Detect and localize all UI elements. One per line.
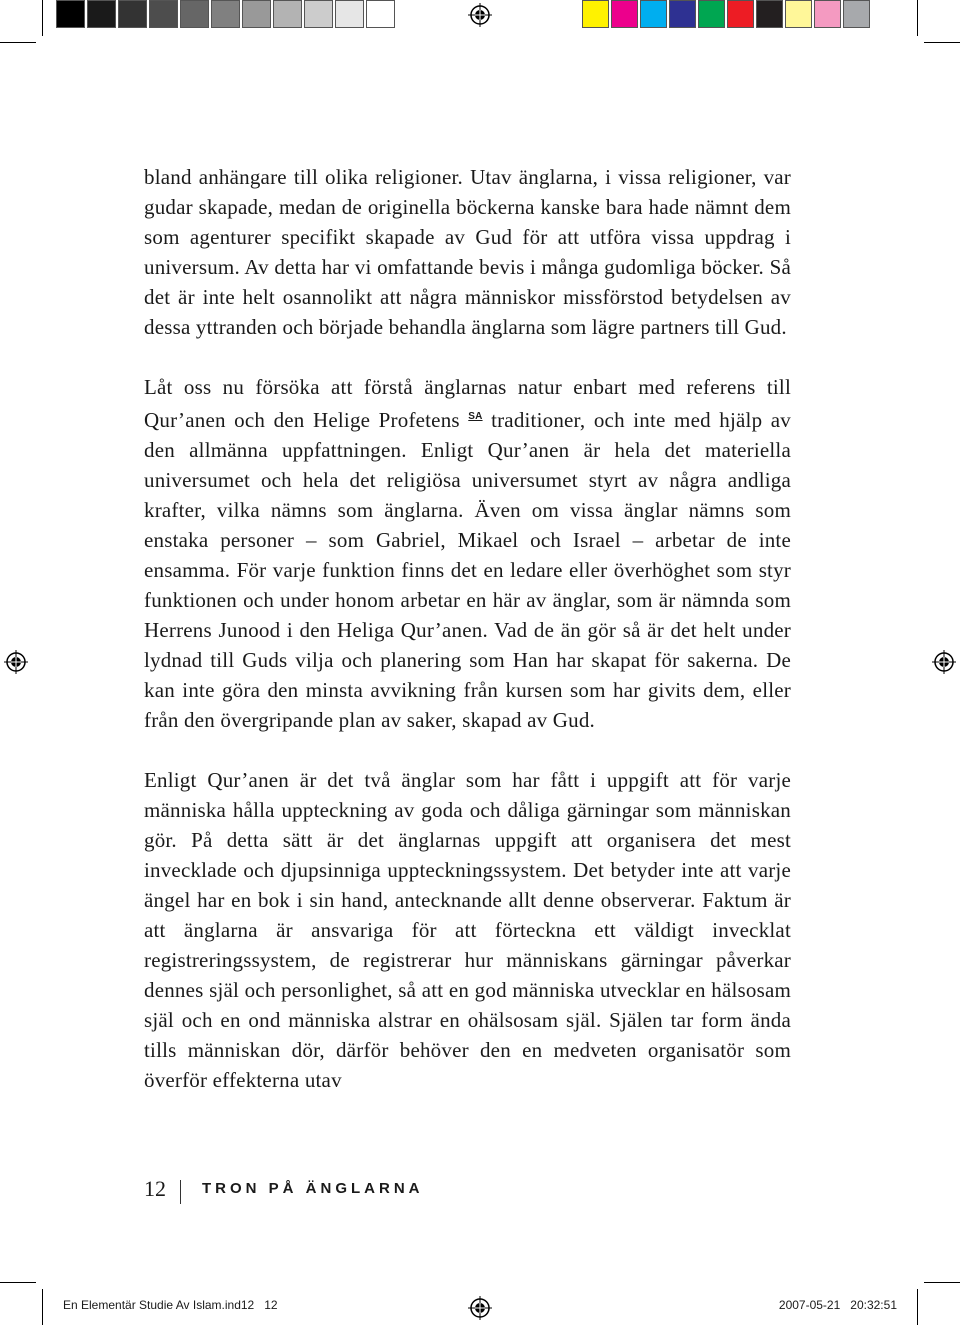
gray-swatch xyxy=(87,0,116,28)
registration-mark-icon xyxy=(468,3,492,27)
gray-swatch xyxy=(366,0,395,28)
crop-mark-top-left-h xyxy=(0,42,36,43)
crop-mark-bottom-left-v xyxy=(42,1289,43,1325)
slug-timestamp: 2007-05-21 20:32:51 xyxy=(778,1298,897,1312)
crop-mark-top-right-v xyxy=(917,0,918,36)
crop-mark-bottom-right-v xyxy=(917,1289,918,1325)
color-swatch xyxy=(611,0,638,28)
page-number: 12 xyxy=(144,1176,166,1201)
slug-file-info: En Elementär Studie Av Islam.ind12 12 xyxy=(63,1298,278,1312)
color-swatch xyxy=(640,0,667,28)
gray-swatch xyxy=(273,0,302,28)
color-swatch xyxy=(843,0,870,28)
process-color-bar xyxy=(582,0,872,30)
crop-mark-bottom-right-h xyxy=(924,1282,960,1283)
gray-swatch xyxy=(242,0,271,28)
color-swatch xyxy=(727,0,754,28)
color-swatch xyxy=(756,0,783,28)
gray-swatch xyxy=(118,0,147,28)
crop-mark-top-left-v xyxy=(42,0,43,36)
gray-swatch xyxy=(211,0,240,28)
crop-mark-top-right-h xyxy=(924,42,960,43)
paragraph: Låt oss nu försöka att förstå änglarnas natur enbart med referens till Qur’anen och den Helige Profetens $^{SA}$ traditioner, och inte med hjälp av den allmänna uppfattningen. Enligt Qur’anen är hela det materiella universumet och hela det religiösa universumet styrt av några andliga krafter, vilka nämns som änglarna. Även om vissa änglar nämns som enstaka personer – som Gabriel, Mikael och Israel – arbetar de inte ensamma. För varje funktion finns det en ledare eller överhöghet som styr funktionen och under honom arbetar en här av änglar, som är nämnda som Herrens Junood i den Heliga Qur’anen. Vad de än gör så är det helt under lydnad till Guds vilja och planering som Han har skapat för sakerna. De kan inte göra den minsta avvikning från kursen som har givits dem, eller från den övergripande plan av saker, skapad av Gud. xyxy=(144,375,791,732)
registration-mark-icon xyxy=(468,1296,492,1320)
color-swatch xyxy=(669,0,696,28)
paragraph: Enligt Qur’anen är det två änglar som har fått i uppgift att för varje människa hålla uppteckning av goda och dåliga gärningar som människan gör. På detta sätt är det änglarnas uppgift att organisera det mest invecklade och djupsinniga uppteckningssystem. Det betyder inte att varje ängel har en bok i sin hand, antecknande allt denne observerar. Faktum är att änglarna är ansvariga för att förteckna ett väldigt invecklat registreringssystem, de registrerar hur människans gärningar påverkar dennes själ och personlighet, så att en god människa utvecklar en hälsosam själ och en ond människa alstrar en ohälsosam själ. Själen tar form ända tills människan dör, därför behöver den en medveten organisatör som överför effekterna utav xyxy=(144,768,791,1092)
gray-swatch xyxy=(304,0,333,28)
footer-divider xyxy=(180,1180,181,1204)
registration-mark-icon xyxy=(4,650,28,674)
gray-swatch xyxy=(335,0,364,28)
crop-mark-bottom-left-h xyxy=(0,1282,36,1283)
gray-swatch xyxy=(149,0,178,28)
paragraph: bland anhängare till olika religioner. Utav änglarna, i vissa religioner, var gudar skapade, medan de originella böckerna kanske bara hade nämnt dem som agenturer specifikt skapade av Gud för att utföra vissa uppdrag i universum. Av detta har vi omfattande bevis i många gudomliga böcker. Så det är inte helt osannolikt att några människor missförstod betydelsen av dessa yttranden och började behandla änglarna som lägre partners till Gud. xyxy=(144,165,791,339)
gray-color-bar xyxy=(56,0,397,30)
gray-swatch xyxy=(180,0,209,28)
color-swatch xyxy=(785,0,812,28)
registration-mark-icon xyxy=(932,650,956,674)
body-text xyxy=(144,162,791,1125)
color-swatch xyxy=(698,0,725,28)
gray-swatch xyxy=(56,0,85,28)
running-title: TRON PÅ ÄNGLARNA xyxy=(202,1180,424,1197)
color-swatch xyxy=(582,0,609,28)
sa-honorific: SA xyxy=(468,411,483,422)
color-swatch xyxy=(814,0,841,28)
